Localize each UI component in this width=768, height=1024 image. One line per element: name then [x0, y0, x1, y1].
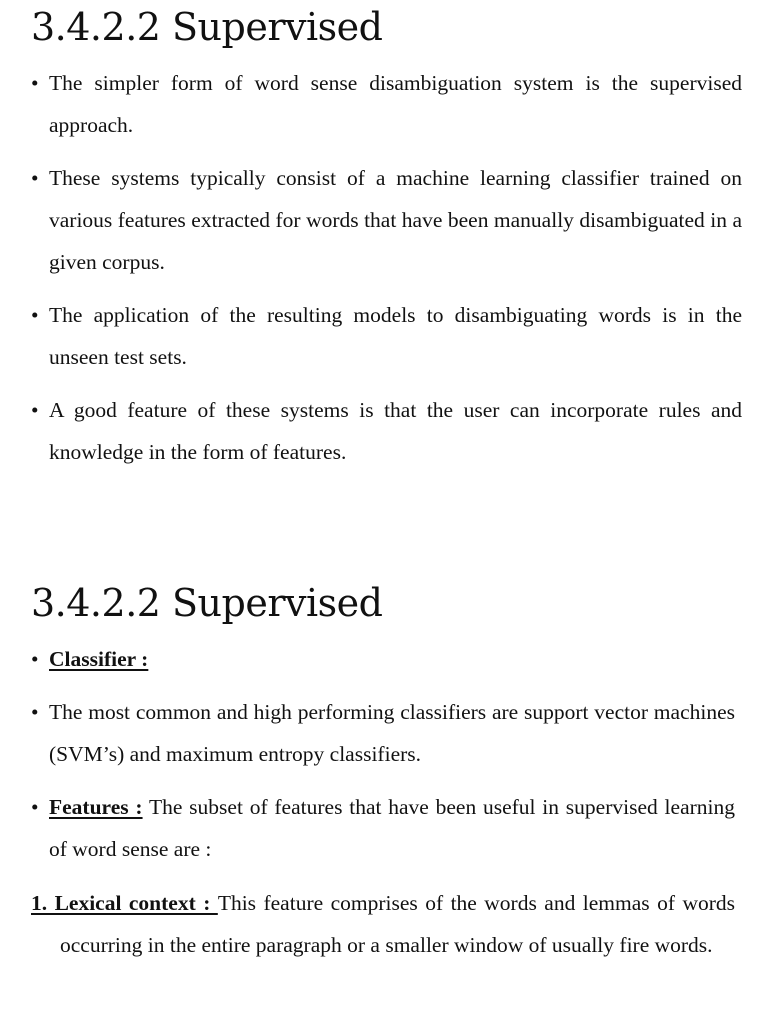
bullet-text: The application of the resulting models to disambiguating words is in the unseen test sets. [49, 303, 742, 369]
bullet-item [31, 62, 742, 146]
bullet-dot-icon: • [31, 71, 39, 95]
classifier-label: Classifier : [49, 647, 149, 671]
bullet-item-classifier-text [31, 691, 735, 775]
bullet-dot-icon: • [31, 303, 39, 327]
bullet-item [31, 157, 742, 283]
slide-heading: 3.4.2.2 Supervised [31, 5, 383, 49]
slide-heading: 3.4.2.2 Supervised [31, 581, 383, 625]
slide-supervised-overview [0, 0, 768, 500]
bullet-dot-icon: • [31, 795, 39, 819]
bullet-dot-icon: • [31, 700, 39, 724]
numbered-list [31, 882, 735, 966]
bullet-dot-icon: • [31, 398, 39, 422]
bullet-text: The simpler form of word sense disambiguation system is the supervised approach. [49, 71, 742, 137]
features-label: Features : [49, 795, 143, 819]
numbered-item [31, 882, 735, 966]
bullet-list [31, 62, 742, 484]
features-text: The subset of features that have been useful in supervised learning of word sense are : [49, 795, 735, 861]
bullet-dot-icon: • [31, 647, 39, 671]
bullet-item-classifier-label [31, 638, 735, 680]
bullet-list [31, 638, 735, 881]
bullet-item [31, 294, 742, 378]
bullet-dot-icon: • [31, 166, 39, 190]
bullet-text: A good feature of these systems is that the user can incorporate rules and knowledge in the form of features. [49, 398, 742, 464]
bullet-item-features [31, 786, 735, 870]
numbered-item-label: 1. Lexical context : [31, 891, 218, 915]
bullet-item [31, 389, 742, 473]
numbered-item-text: This feature comprises of the words and lemmas of words occurring in the entire paragraph or a smaller window of usually fire words. [60, 891, 735, 957]
slide-supervised-features [0, 576, 768, 1024]
bullet-text: These systems typically consist of a machine learning classifier trained on various features extracted for words that have been manually disambiguated in a given corpus. [49, 166, 742, 274]
classifier-text: The most common and high performing classifiers are support vector machines (SVM’s) and maximum entropy classifiers. [49, 700, 735, 766]
